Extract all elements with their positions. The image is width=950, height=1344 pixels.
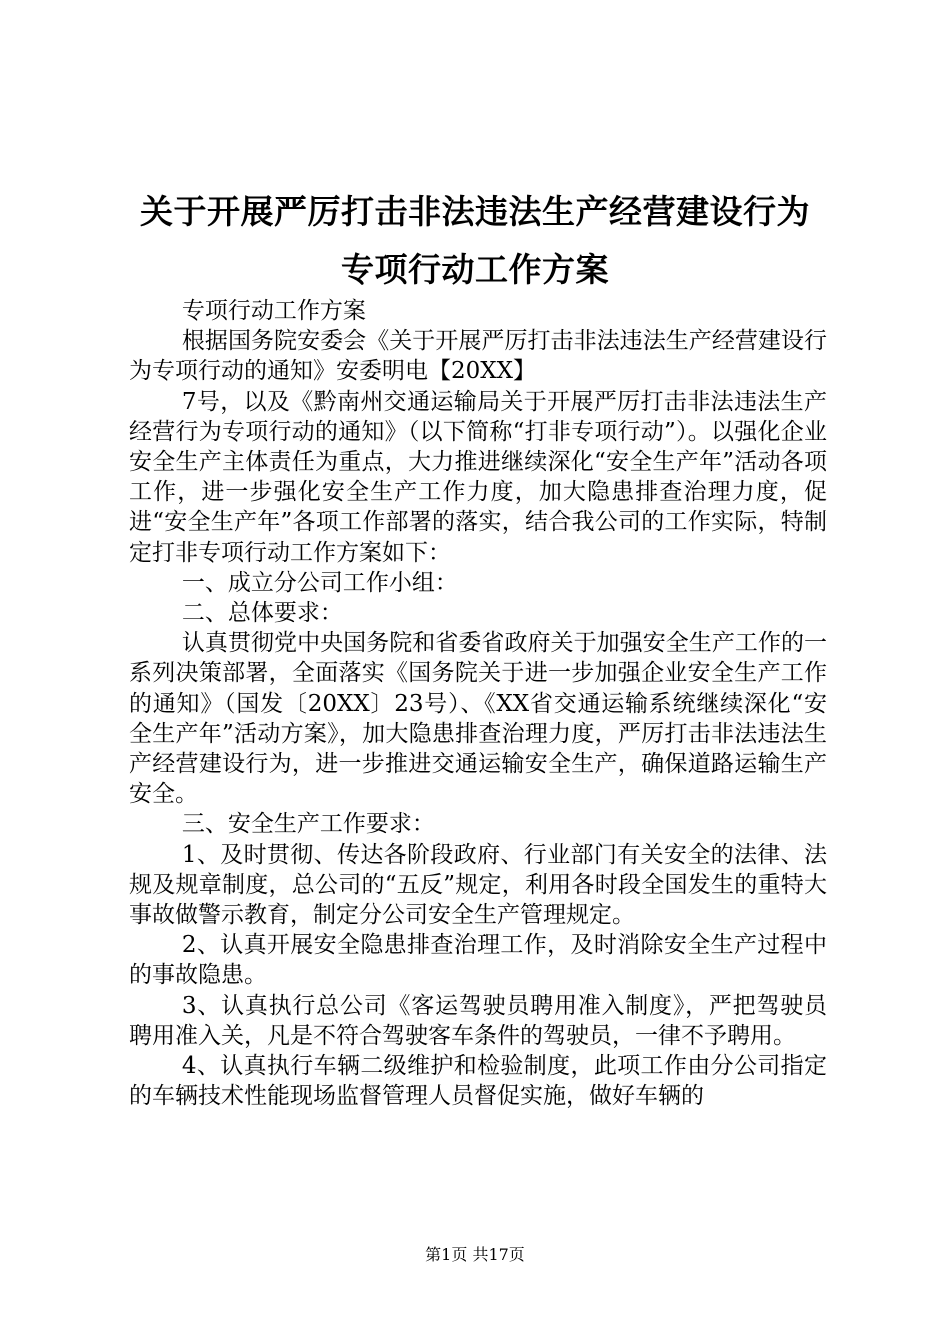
document-body [129, 296, 827, 1111]
paragraph: 二、总体要求： [181, 600, 343, 627]
paragraph: 3、认真执行总公司《客运驾驶员聘用准入制度》，严把驾驶员聘用准入关，凡是不符合驾驶客车条件的驾驶员，一律不予聘用。 [129, 992, 827, 1049]
paragraph: 专项行动工作方案 [181, 298, 366, 324]
paragraph: 根据国务院安委会《关于开展严厉打击非法违法生产经营建设行为专项行动的通知》安委明电【20XX】 [129, 328, 827, 385]
paragraph: 认真贯彻党中央国务院和省委省政府关于加强安全生产工作的一系列决策部署，全面落实《国务院关于进一步加强企业安全生产工作的通知》（国发〔20XX〕23号）、《XX省交通运输系统继续深化“安全生产年”活动方案》，加大隐患排查治理力度，严厉打击非法违法生产经营建设行为，进一步推进交通运输安全生产，确保道路运输生产安全。 [129, 630, 827, 808]
document-title-line-1: 关于开展严厉打击非法违法生产经营建设行为 [140, 192, 810, 231]
paragraph: 4、认真执行车辆二级维护和检验制度，此项工作由分公司指定的车辆技术性能现场监督管理人员督促实施，做好车辆的 [129, 1053, 827, 1110]
paragraph: 1、及时贯彻、传达各阶段政府、行业部门有关安全的法律、法规及规章制度，总公司的“五反”规定，利用各时段全国发生的重特大事故做警示教育，制定分公司安全生产管理规定。 [129, 841, 827, 929]
paragraph: 三、安全生产工作要求： [181, 811, 435, 838]
document-title-line-2: 专项行动工作方案 [341, 250, 609, 289]
paragraph: 7号，以及《黔南州交通运输局关于开展严厉打击非法违法生产经营行为专项行动的通知》（以下简称“打非专项行动”）。以强化企业安全生产主体责任为重点，大力推进继续深化“安全生产年”活动各项工作，进一步强化安全生产工作力度，加大隐患排查治理力度，促进“安全生产年”各项工作部署的落实，结合我公司的工作实际，特制定打非专项行动工作方案如下： [129, 388, 827, 566]
page-footer: 第1页 共17页 [425, 1245, 525, 1264]
paragraph: 一、成立分公司工作小组： [181, 569, 458, 596]
paragraph: 2、认真开展安全隐患排查治理工作，及时消除安全生产过程中的事故隐患。 [129, 932, 827, 989]
